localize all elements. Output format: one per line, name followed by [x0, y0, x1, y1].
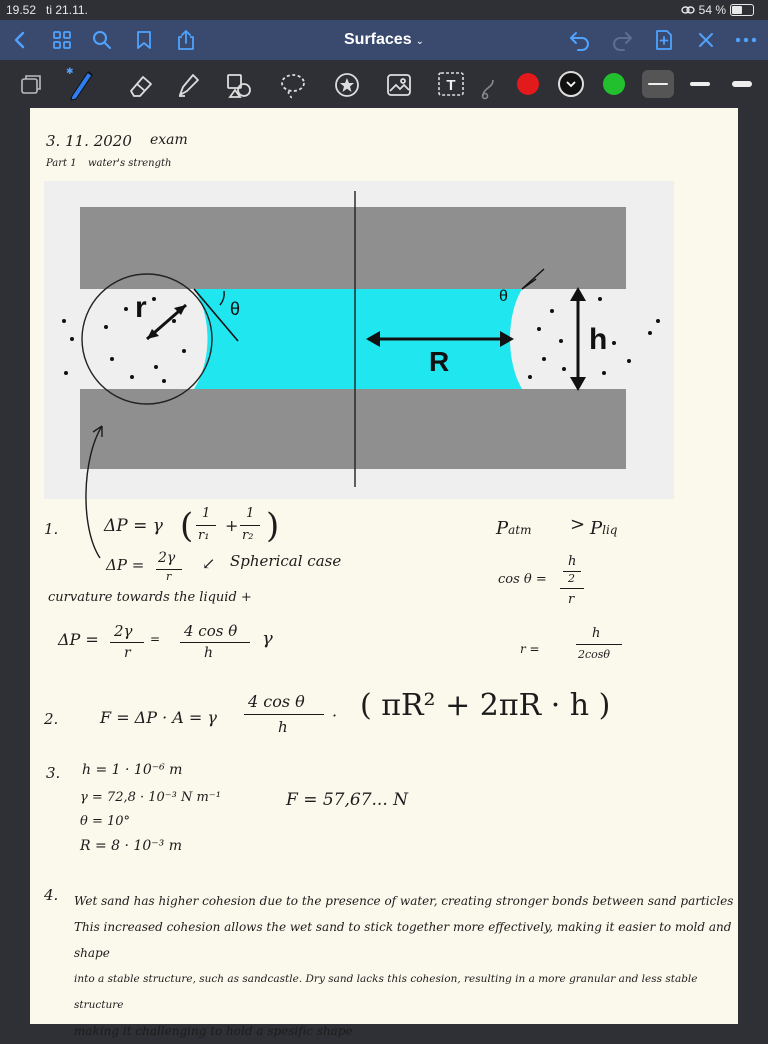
battery-icon [730, 4, 754, 16]
cos-den: r [568, 592, 575, 607]
question-2-lhs: F = ΔP · A = γ [100, 708, 217, 727]
undo-button[interactable] [566, 26, 594, 54]
q1-term2-num: 1 [246, 506, 255, 521]
figure-label-theta-right: θ [499, 288, 508, 305]
q2-parenthesis-term: ( πR² + 2πR · h ) [360, 688, 611, 723]
greater-than: > [570, 514, 586, 535]
upper-plate [80, 207, 626, 289]
thick-stroke-icon [732, 80, 752, 88]
question-3-number: 3. [46, 764, 61, 782]
value-theta: θ = 10° [80, 814, 131, 829]
add-page-button[interactable] [650, 26, 678, 54]
spherical-arrow: ↙ [202, 554, 216, 573]
redo-icon [611, 30, 633, 50]
svg-text:✱: ✱ [66, 67, 74, 77]
figure-label-h: h [589, 323, 608, 356]
q2-frac-den: h [278, 718, 288, 736]
question-4-number: 4. [44, 886, 59, 904]
answer-line-3: into a stable structure, such as sandcastle. Dry sand lacks this cohesion, resulting in a more granular and less stable structure [74, 973, 698, 1011]
cos-num-sub: 2 [568, 572, 575, 585]
p-atm-subscript: atm [508, 523, 532, 537]
value-h: h = 1 · 10⁻⁶ m [82, 762, 183, 778]
text-tool[interactable] [436, 70, 466, 100]
stroke-medium-button[interactable] [684, 70, 716, 98]
pen-icon [66, 66, 96, 100]
laser-pointer-icon [480, 74, 496, 100]
stroke-thick-button[interactable] [726, 70, 758, 98]
value-gamma: γ = 72,8 · 10⁻³ N m⁻¹ [80, 790, 221, 805]
dp-gamma: γ [262, 628, 273, 649]
p-atm-symbol: P [496, 518, 509, 539]
dp-den-1: r [124, 645, 131, 661]
link-icon [681, 5, 695, 15]
undo-icon [569, 30, 591, 50]
lasso-icon [279, 71, 307, 99]
status-right [681, 3, 754, 17]
sticker-icon [333, 71, 361, 99]
pen-tool[interactable] [66, 68, 96, 98]
q1-plus: + [225, 516, 239, 535]
paren-open: ( [180, 506, 194, 546]
answer-line-2: This increased cohesion allows the wet sand to stick together more effectively, making it easier to mold and shape [74, 920, 732, 960]
r-den: 2cosθ [578, 648, 611, 661]
thin-stroke-icon [648, 82, 668, 86]
status-time: 19.52 [6, 3, 37, 17]
p-liq-symbol: P [590, 518, 603, 539]
laser-pointer-tool[interactable] [478, 72, 498, 102]
p-liq-subscript: liq [602, 523, 618, 537]
redo-button[interactable] [608, 26, 636, 54]
q1-term1-num: 1 [202, 506, 211, 521]
question-2-number: 2. [44, 710, 59, 728]
p-atm [496, 518, 531, 539]
r-lhs: r = [520, 642, 540, 656]
q1-frac-bar-2 [240, 525, 260, 526]
dp-den-2: h [204, 645, 214, 661]
lasso-selection-icon [19, 74, 43, 96]
stroke-thin-button[interactable] [642, 70, 674, 98]
answer-line-1: Wet sand has higher cohesion due to the presence of water, creating stronger bonds between sand particles [74, 894, 734, 908]
q1-term2-den: r₂ [242, 528, 254, 543]
result-F: F = 57,67... N [286, 790, 409, 810]
figure-label-theta-left: θ [230, 299, 241, 319]
more-button[interactable] [732, 26, 760, 54]
dp-lhs: ΔP = [58, 630, 99, 649]
q1-term1-den: r₁ [198, 528, 210, 543]
shapes-icon [225, 71, 253, 99]
battery-fill [732, 6, 742, 14]
q2-frac-num: 4 cos θ [248, 692, 305, 711]
note-part-title: water's strength [88, 158, 172, 169]
note-part: Part 1 [46, 158, 77, 169]
dp-frac-bar-2 [180, 642, 250, 643]
highlighter-icon [174, 71, 200, 99]
color-swatch-green[interactable] [603, 73, 625, 95]
figure-label-r: r [135, 291, 147, 324]
note-exam: exam [150, 132, 188, 148]
q1-frac-bar-1 [196, 525, 216, 526]
spherical-note: Spherical case [230, 552, 342, 570]
dp-equals: = [150, 632, 161, 646]
dp-frac-bar-1 [110, 642, 144, 643]
dp-num-1: 2γ [114, 622, 133, 640]
eraser-tool[interactable] [126, 70, 156, 100]
r-frac-bar [576, 644, 622, 645]
status-time-date [6, 3, 88, 17]
curved-arrow [80, 418, 140, 568]
r-num: h [592, 626, 601, 641]
spherical-lhs: ΔP = [106, 556, 145, 574]
dp-num-2: 4 cos θ [184, 622, 238, 640]
close-icon [697, 31, 715, 49]
battery-percent: 54 % [698, 3, 726, 17]
more-icon [735, 37, 757, 43]
answer-line-4: making it challenging to hold a spesific shape [74, 1024, 353, 1038]
shapes-tool[interactable] [224, 70, 254, 100]
sticker-tool[interactable] [332, 70, 362, 100]
p-liq [590, 518, 617, 539]
question-4-answer [74, 888, 734, 1044]
document-title-text: Surfaces [344, 31, 412, 48]
cos-frac-bar [560, 588, 584, 589]
cos-lhs: cos θ = [498, 572, 547, 587]
color-swatch-red[interactable] [517, 73, 539, 95]
close-button[interactable] [692, 26, 720, 54]
status-date: ti 21.11. [46, 3, 88, 17]
q2-frac-bar [244, 714, 324, 715]
paren-close: ) [266, 506, 280, 546]
curvature-note: curvature towards the liquid + [48, 590, 252, 605]
chevron-down-icon: ⌄ [415, 36, 424, 47]
figure-label-R: R [429, 346, 450, 377]
image-tool[interactable] [384, 70, 414, 100]
color-swatch-black[interactable] [558, 71, 584, 97]
value-R: R = 8 · 10⁻³ m [80, 838, 182, 854]
lasso-selection-tool[interactable] [16, 70, 46, 100]
spherical-num: 2γ [158, 550, 176, 566]
note-page[interactable] [30, 108, 738, 1038]
highlighter-tool[interactable] [172, 70, 202, 100]
q2-dot: · [332, 706, 338, 725]
image-icon [385, 71, 413, 99]
note-date: 3. 11. 2020 [46, 132, 132, 150]
cos-num: h [568, 554, 577, 569]
spherical-den: r [166, 570, 172, 583]
text-icon: T [446, 76, 456, 94]
eraser-icon [127, 71, 155, 99]
lasso-tool[interactable] [278, 70, 308, 100]
question-1-lhs: ΔP = γ [104, 516, 163, 536]
status-bar [0, 0, 768, 20]
add-page-icon [655, 29, 673, 51]
lower-plate [80, 389, 626, 469]
nav-bar [0, 20, 768, 60]
medium-stroke-icon [690, 81, 710, 87]
chevron-down-icon [566, 80, 576, 88]
question-1-number: 1. [44, 520, 59, 538]
